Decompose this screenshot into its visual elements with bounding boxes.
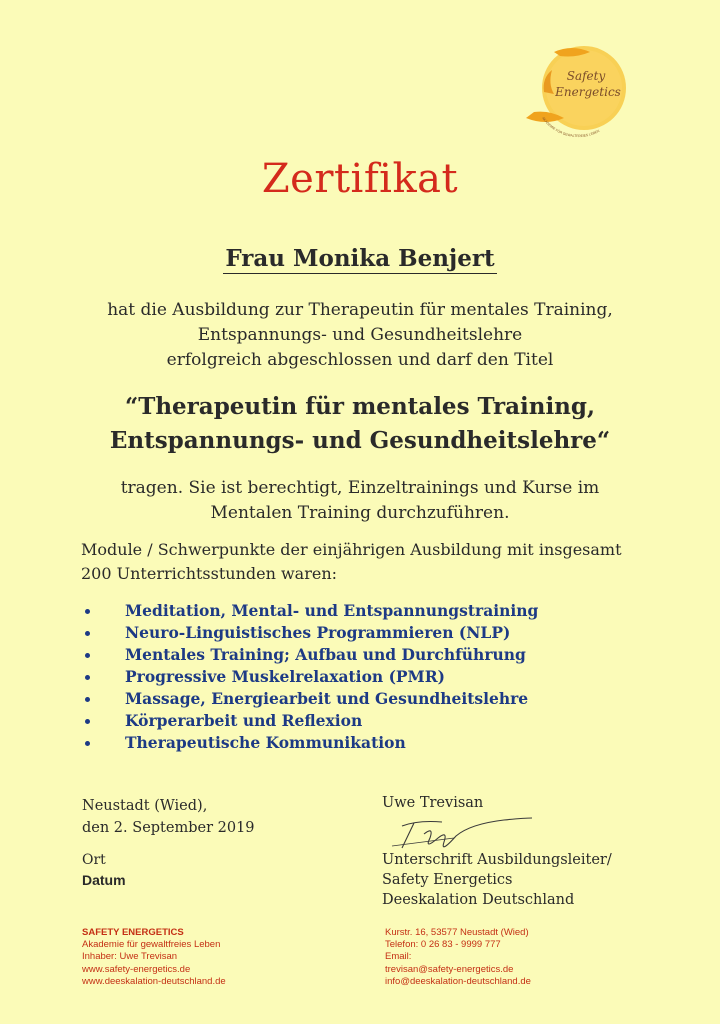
footer-website-link[interactable]: www.deeskalation-deutschland.de	[82, 975, 226, 987]
modules-intro-line: Module / Schwerpunkte der einjährigen Ausbildung mit insgesamt	[81, 540, 622, 559]
footer-phone: Telefon: 0 26 83 - 9999 777	[385, 939, 501, 951]
signer-name: Uwe Trevisan	[382, 795, 484, 811]
bullet-icon	[85, 653, 90, 658]
module-item	[80, 732, 538, 754]
footer-line: Akademie für gewaltfreies Leben	[82, 939, 221, 951]
degree-title	[40, 390, 680, 458]
module-item	[80, 622, 538, 644]
modules-intro-line: 200 Unterrichtsstunden waren:	[81, 564, 338, 583]
footer-email-label: Email:	[385, 951, 412, 963]
intro-text	[60, 298, 660, 373]
module-label: Körperarbeit und Reflexion	[125, 711, 363, 730]
modules-list	[80, 600, 538, 754]
place-line: Neustadt (Wied),	[82, 798, 208, 814]
recipient-name-text: Frau Monika Benjert	[225, 245, 495, 272]
certificate-title: Zertifikat	[261, 156, 459, 202]
footer-email-link[interactable]: trevisan@safety-energetics.de	[385, 963, 514, 975]
module-item	[80, 644, 538, 666]
datum-label: Datum	[82, 872, 126, 888]
entitlement-line: tragen. Sie ist berechtigt, Einzeltrainings und Kurse im	[120, 478, 600, 498]
module-label: Neuro-Linguistisches Programmieren (NLP)	[125, 623, 511, 642]
footer-address: Kurstr. 16, 53577 Neustadt (Wied)	[385, 927, 529, 938]
signature-caption-line: Safety Energetics	[382, 872, 513, 888]
module-label: Therapeutische Kommunikation	[125, 733, 406, 752]
footer-company: SAFETY ENERGETICS	[82, 927, 184, 938]
signature-caption	[382, 850, 612, 910]
bullet-icon	[85, 609, 90, 614]
module-item	[80, 688, 538, 710]
bullet-icon	[85, 697, 90, 702]
bullet-icon	[85, 675, 90, 680]
place-date	[82, 795, 255, 839]
logo-line1: Safety	[566, 69, 606, 83]
bullet-icon	[85, 741, 90, 746]
entitlement-line: Mentalen Training durchzuführen.	[210, 503, 510, 523]
safety-energetics-logo	[520, 40, 632, 140]
footer-website-link[interactable]: www.safety-energetics.de	[82, 963, 191, 975]
footer-email-link[interactable]: info@deeskalation-deutschland.de	[385, 975, 531, 987]
recipient-name	[0, 245, 720, 272]
intro-line: erfolgreich abgeschlossen und darf den Titel	[166, 350, 554, 370]
modules-intro	[81, 538, 641, 586]
module-item	[80, 600, 538, 622]
bullet-icon	[85, 719, 90, 724]
module-label: Progressive Muskelrelaxation (PMR)	[125, 667, 445, 686]
degree-line: Entspannungs- und Gesundheitslehre“	[109, 427, 611, 454]
module-item	[80, 666, 538, 688]
date-line: den 2. September 2019	[82, 820, 255, 836]
entitlement-text	[60, 476, 660, 526]
module-label: Massage, Energiearbeit und Gesundheitslehre	[125, 689, 529, 708]
ort-label: Ort	[82, 852, 106, 868]
footer-right	[385, 927, 531, 988]
intro-line: Entspannungs- und Gesundheitslehre	[197, 325, 523, 345]
module-label: Meditation, Mental- und Entspannungstraining	[125, 601, 539, 620]
bullet-icon	[85, 631, 90, 636]
signature-caption-line: Deeskalation Deutschland	[382, 892, 575, 908]
signature-caption-line: Unterschrift Ausbildungsleiter/	[382, 852, 612, 868]
footer-left	[82, 927, 226, 988]
module-label: Mentales Training; Aufbau und Durchführung	[125, 645, 526, 664]
module-item	[80, 710, 538, 732]
intro-line: hat die Ausbildung zur Therapeutin für mentales Training,	[107, 300, 613, 320]
logo-ring-text: AKADEMIE FÜR GEWALTFREIES LEBEN	[541, 116, 601, 139]
logo-line2: Energetics	[555, 85, 621, 99]
footer-line: Inhaber: Uwe Trevisan	[82, 951, 178, 963]
degree-line: “Therapeutin für mentales Training,	[124, 393, 595, 420]
